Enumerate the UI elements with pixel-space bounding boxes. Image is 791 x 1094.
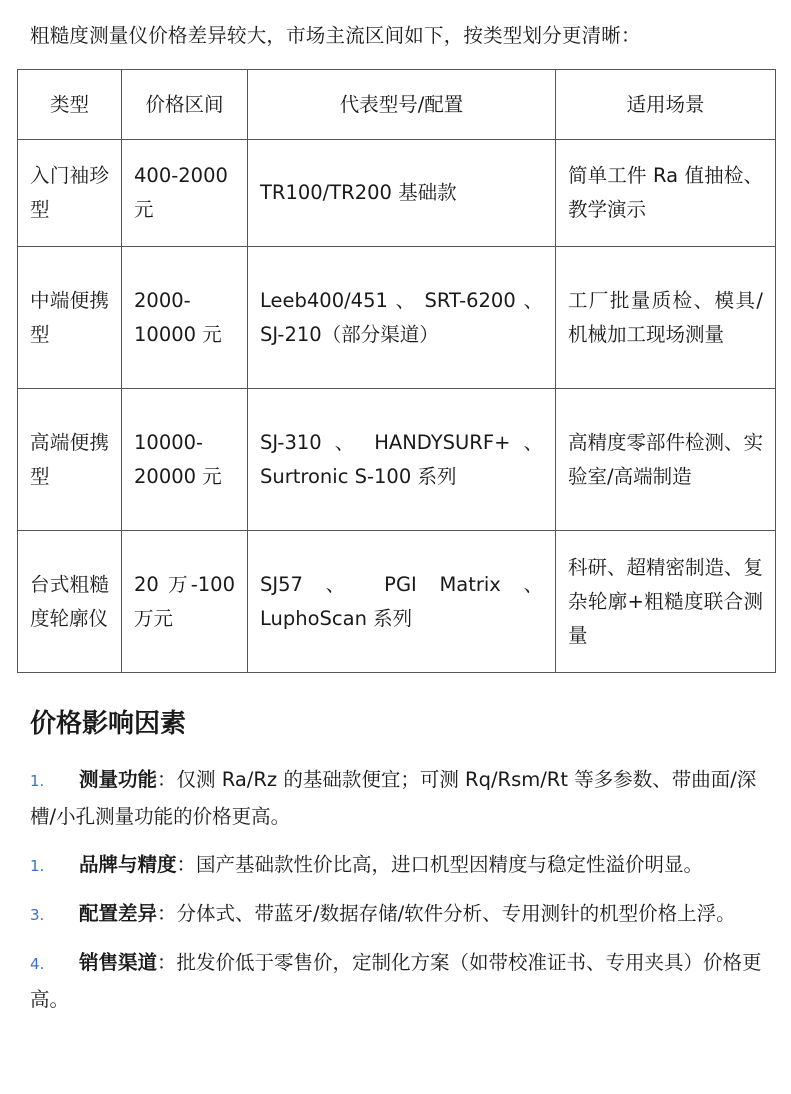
cell-price: 2000-10000 元 xyxy=(122,247,248,389)
list-item xyxy=(30,945,765,1018)
cell-price: 400-2000元 xyxy=(122,140,248,247)
list-item xyxy=(30,896,765,933)
cell-models: Leeb400/451 、 SRT-6200 、SJ-210（部分渠道） xyxy=(248,247,556,389)
cell-type: 高端便携型 xyxy=(18,389,122,531)
cell-models: TR100/TR200 基础款 xyxy=(248,140,556,247)
cell-models: SJ57 、 PGI Matrix 、LuphoScan 系列 xyxy=(248,531,556,673)
list-number: 3. xyxy=(30,906,45,924)
factor-term: 测量功能 xyxy=(79,768,158,791)
table-row xyxy=(18,140,776,247)
factor-term: 配置差异 xyxy=(79,902,158,925)
cell-scenario: 高精度零部件检测、实验室/高端制造 xyxy=(556,389,776,531)
factor-text: ：分体式、带蓝牙/数据存储/软件分析、专用测针的机型价格上浮。 xyxy=(157,902,736,925)
factor-text: ：国产基础款性价比高，进口机型因精度与稳定性溢价明显。 xyxy=(176,853,704,876)
list-number: 1. xyxy=(30,772,45,790)
factor-term: 品牌与精度 xyxy=(79,853,177,876)
factors-list xyxy=(30,762,765,1030)
cell-scenario: 工厂批量质检、模具/机械加工现场测量 xyxy=(556,247,776,389)
header-type: 类型 xyxy=(18,70,122,140)
table-row xyxy=(18,247,776,389)
cell-type: 中端便携型 xyxy=(18,247,122,389)
cell-type: 台式粗糙度轮廓仪 xyxy=(18,531,122,673)
table-row xyxy=(18,389,776,531)
factor-text: ：批发价低于零售价，定制化方案（如带校准证书、专用夹具）价格更高。 xyxy=(30,951,762,1011)
cell-scenario: 科研、超精密制造、复杂轮廓+粗糙度联合测量 xyxy=(556,531,776,673)
header-scenario: 适用场景 xyxy=(556,70,776,140)
price-table xyxy=(17,69,776,673)
list-number: 4. xyxy=(30,955,45,973)
section-title-factors: 价格影响因素 xyxy=(30,709,187,739)
intro-text: 粗糙度测量仪价格差异较大，市场主流区间如下，按类型划分更清晰： xyxy=(30,24,641,47)
table-header-row xyxy=(18,70,776,140)
cell-type: 入门袖珍型 xyxy=(18,140,122,247)
table-row xyxy=(18,531,776,673)
cell-price: 20 万-100 万元 xyxy=(122,531,248,673)
header-price: 价格区间 xyxy=(122,70,248,140)
cell-price: 10000-20000 元 xyxy=(122,389,248,531)
list-number: 1. xyxy=(30,857,45,875)
header-models: 代表型号/配置 xyxy=(248,70,556,140)
cell-models: SJ-310 、 HANDYSURF+ 、Surtronic S-100 系列 xyxy=(248,389,556,531)
factor-text: ：仅测 Ra/Rz 的基础款便宜；可测 Rq/Rsm/Rt 等多参数、带曲面/深槽/小孔测量功能的价格更高。 xyxy=(30,768,757,828)
cell-scenario: 简单工件 Ra 值抽检、教学演示 xyxy=(556,140,776,247)
list-item xyxy=(30,762,765,835)
list-item xyxy=(30,847,765,884)
factor-term: 销售渠道 xyxy=(79,951,158,974)
